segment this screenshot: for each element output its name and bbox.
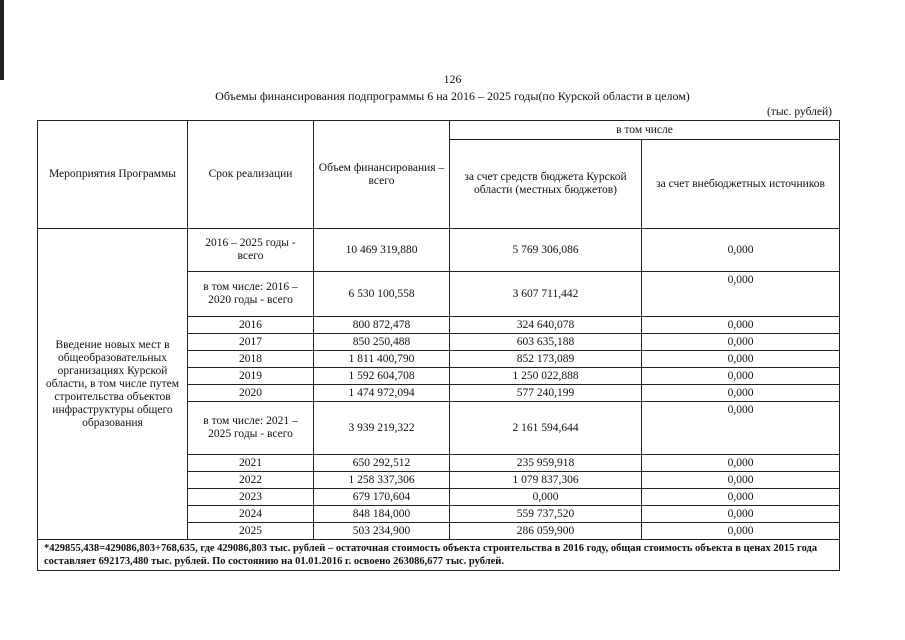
row-period: 2023 [188, 489, 314, 506]
row-total: 3 939 219,322 [314, 402, 450, 455]
row-total: 1 474 972,094 [314, 385, 450, 402]
row-total: 10 469 319,880 [314, 229, 450, 272]
header-period: Срок реализации [188, 121, 314, 229]
measure-name: Введение новых мест в общеобразовательных организациях Курской области, в том числе путем строительства объектов инфраструктуры общего образования [38, 229, 188, 540]
footnote-row [38, 540, 840, 571]
row-period: 2017 [188, 334, 314, 351]
document-title: Объемы финансирования подпрограммы 6 на 2016 – 2025 годы(по Курской области в целом) [215, 89, 690, 103]
row-total: 1 592 604,708 [314, 368, 450, 385]
row-offbudget: 0,000 [642, 351, 840, 368]
row-total: 503 234,900 [314, 523, 450, 540]
row-total: 1 811 400,790 [314, 351, 450, 368]
row-regional: 5 769 306,086 [450, 229, 642, 272]
header-offbudget: за счет внебюджетных источников [642, 140, 840, 229]
header-regional-budget: за счет средств бюджета Курской области (местных бюджетов) [450, 140, 642, 229]
row-regional: 577 240,199 [450, 385, 642, 402]
header-total: Объем финансирования – всего [314, 121, 450, 229]
row-regional: 1 250 022,888 [450, 368, 642, 385]
row-total: 650 292,512 [314, 455, 450, 472]
row-regional: 603 635,188 [450, 334, 642, 351]
row-offbudget: 0,000 [642, 506, 840, 523]
row-offbudget: 0,000 [642, 229, 840, 272]
row-period: 2024 [188, 506, 314, 523]
row-offbudget: 0,000 [642, 317, 840, 334]
row-offbudget: 0,000 [642, 472, 840, 489]
row-period: 2022 [188, 472, 314, 489]
row-regional: 3 607 711,442 [450, 272, 642, 317]
row-regional: 2 161 594,644 [450, 402, 642, 455]
row-period: 2018 [188, 351, 314, 368]
scan-left-edge [0, 0, 4, 80]
row-offbudget: 0,000 [642, 272, 840, 317]
page-number: 126 [443, 72, 462, 86]
row-regional: 0,000 [450, 489, 642, 506]
row-regional: 1 079 837,306 [450, 472, 642, 489]
row-total: 850 250,488 [314, 334, 450, 351]
row-regional: 286 059,900 [450, 523, 642, 540]
row-offbudget: 0,000 [642, 334, 840, 351]
row-total: 679 170,604 [314, 489, 450, 506]
row-period: 2016 [188, 317, 314, 334]
financing-table [37, 120, 840, 571]
row-period: в том числе: 2016 – 2020 годы - всего [188, 272, 314, 317]
row-offbudget: 0,000 [642, 385, 840, 402]
row-regional: 559 737,520 [450, 506, 642, 523]
row-offbudget: 0,000 [642, 455, 840, 472]
row-period: 2020 [188, 385, 314, 402]
row-period: 2025 [188, 523, 314, 540]
row-regional: 324 640,078 [450, 317, 642, 334]
header-including: в том числе [450, 121, 840, 140]
row-offbudget: 0,000 [642, 402, 840, 455]
row-regional: 852 173,089 [450, 351, 642, 368]
footnote: *429855,438=429086,803+768,635, где 429086,803 тыс. рублей – остаточная стоимость объекта строительства в 2016 году, общая стоимость объекта в ценах 2015 года составляет 692173,480 тыс. рублей. По состоянию на 01.01.2016 г. освоено 263086,677 тыс. рублей. [38, 540, 840, 571]
row-period: в том числе: 2021 – 2025 годы - всего [188, 402, 314, 455]
row-offbudget: 0,000 [642, 489, 840, 506]
row-offbudget: 0,000 [642, 368, 840, 385]
row-period: 2019 [188, 368, 314, 385]
units-label: (тыс. рублей) [766, 106, 832, 118]
row-total: 6 530 100,558 [314, 272, 450, 317]
header-measure: Мероприятия Программы [38, 121, 188, 229]
row-total: 800 872,478 [314, 317, 450, 334]
row-total: 848 184,000 [314, 506, 450, 523]
row-offbudget: 0,000 [642, 523, 840, 540]
row-regional: 235 959,918 [450, 455, 642, 472]
row-period: 2016 – 2025 годы - всего [188, 229, 314, 272]
table-row [38, 229, 840, 272]
row-period: 2021 [188, 455, 314, 472]
row-total: 1 258 337,306 [314, 472, 450, 489]
